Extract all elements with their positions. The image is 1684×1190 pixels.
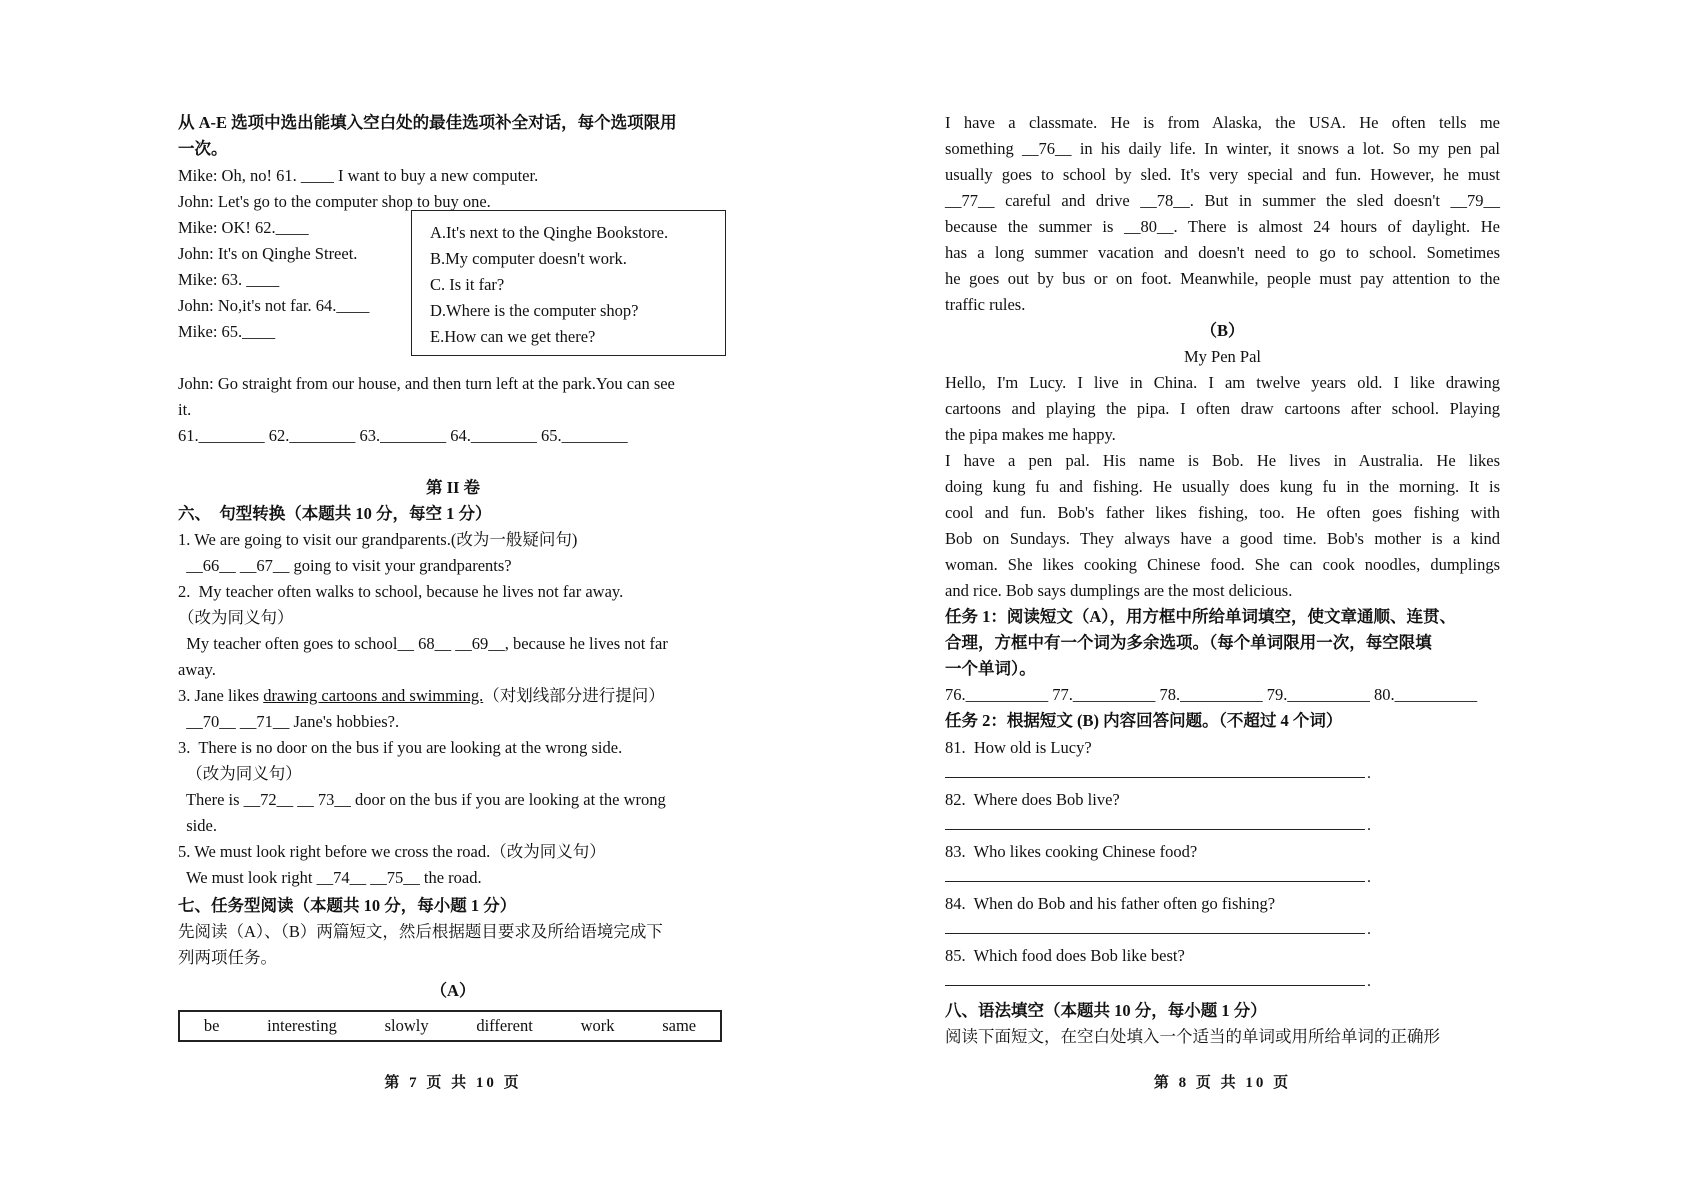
passage-b-line: Hello, I'm Lucy. I live in China. I am twelve years old. I like drawing [945, 373, 1500, 392]
s6-line: We must look right __74__ __75__ the road. [178, 868, 482, 887]
s6-line: __70__ __71__ Jane's hobbies?. [178, 712, 400, 731]
passage-b-line: doing kung fu and fishing. He usually does kung fu in the morning. It is [945, 477, 1500, 496]
dialogue-line: Mike: 65.____ [178, 322, 276, 341]
answer-line-84[interactable] [945, 932, 1365, 934]
passage-a-line: because the summer is __80__. There is almost 24 hours of daylight. He [945, 217, 1500, 236]
dialogue-line: Mike: 63. ____ [178, 270, 280, 289]
word-box-item: work [580, 1016, 615, 1035]
word-box [178, 1010, 722, 1042]
passage-b-line: I have a pen pal. His name is Bob. He lives in Australia. He likes [945, 451, 1500, 470]
question-85: 85. Which food does Bob like best? [945, 946, 1185, 965]
section7-instr: 先阅读（A）、（B）两篇短文，然后根据题目要求及所给语境完成下 [178, 922, 663, 941]
dialogue-line: Mike: OK! 62.____ [178, 218, 309, 237]
s6-q3-line [178, 686, 665, 706]
passage-a-line: he goes out by bus or on foot. Meanwhile, people must pay attention to the [945, 269, 1500, 288]
passage-a-line: something __76__ in his daily life. In winter, it snows a lot. So my pen pal [945, 139, 1500, 158]
task2-title: 任务 2：根据短文 (B) 内容回答问题。（不超过 4 个词） [945, 711, 1343, 730]
question-84: 84. When do Bob and his father often go fishing? [945, 894, 1276, 913]
section8-instr: 阅读下面短文，在空白处填入一个适当的单词或用所给单词的正确形 [945, 1027, 1440, 1046]
answer-line-85[interactable] [945, 984, 1365, 986]
s6-line: （改为同义句） [178, 608, 294, 627]
s6-line: 2. My teacher often walks to school, because he lives not far away. [178, 582, 624, 601]
passage-b-title: My Pen Pal [1183, 347, 1261, 366]
dialogue-end-line: it. [178, 400, 192, 419]
passage-b-line: the pipa makes me happy. [945, 425, 1116, 444]
s6-line: away. [178, 660, 216, 679]
period-mark: . [1367, 973, 1371, 990]
answer-line-81[interactable] [945, 776, 1365, 778]
answer-line-82[interactable] [945, 828, 1365, 830]
section8-title: 八、语法填空（本题共 10 分，每小题 1 分） [945, 1001, 1267, 1020]
s6-q3-prefix: 3. Jane likes [178, 686, 264, 705]
passage-a-line: has a long summer vacation and doesn't need to go to school. Sometimes [945, 243, 1500, 262]
option-d: D.Where is the computer shop? [430, 301, 639, 320]
passage-b-label: （B） [1200, 321, 1245, 340]
section7-instr: 列两项任务。 [178, 948, 277, 967]
passage-a-line: __77__ careful and drive __78__. But in summer the sled doesn't __79__ [945, 191, 1500, 210]
dialogue-line: Mike: Oh, no! 61. ____ I want to buy a new computer. [178, 166, 539, 185]
word-box-item: slowly [384, 1016, 429, 1035]
instruction-line-2: 一次。 [178, 139, 228, 158]
passage-a-line: usually goes to school by sled. It's very special and fun. However, he must [945, 165, 1500, 184]
passage-a-line: I have a classmate. He is from Alaska, the USA. He often tells me [945, 113, 1500, 132]
question-81: 81. How old is Lucy? [945, 738, 1092, 757]
passage-b-line: woman. She likes cooking Chinese food. She can cook noodles, dumplings [945, 555, 1500, 574]
word-box-item: be [203, 1016, 220, 1035]
word-box-item: different [476, 1016, 533, 1035]
page-8 [945, 0, 1500, 1190]
passage-b-line: cool and fun. Bob's father likes fishing, too. He often goes fishing with [945, 503, 1500, 522]
period-mark: . [1367, 869, 1371, 886]
s6-line: __66__ __67__ going to visit your grandparents? [178, 556, 512, 575]
s6-q3-suffix: （对划线部分进行提问） [483, 686, 665, 705]
page-7 [178, 0, 728, 1190]
dialogue-line: John: No,it's not far. 64.____ [178, 296, 370, 315]
part2-title: 第 II 卷 [425, 478, 481, 497]
s6-q3-underlined: drawing cartoons and swimming. [263, 686, 484, 705]
question-83: 83. Who likes cooking Chinese food? [945, 842, 1198, 861]
s6-line: There is __72__ __ 73__ door on the bus if you are looking at the wrong [178, 790, 666, 809]
question-82: 82. Where does Bob live? [945, 790, 1120, 809]
period-mark: . [1367, 921, 1371, 938]
task1-line: 一个单词）。 [945, 659, 1036, 678]
s6-line: 5. We must look right before we cross the road.（改为同义句） [178, 842, 606, 861]
instruction-line-1: 从 A-E 选项中选出能填入空白处的最佳选项补全对话，每个选项限用 [178, 113, 677, 132]
word-box-item: same [662, 1016, 697, 1035]
passage-b-line: cartoons and playing the pipa. I often draw cartoons after school. Playing [945, 399, 1500, 418]
section7-title: 七、任务型阅读（本题共 10 分，每小题 1 分） [178, 896, 517, 915]
word-box-item: interesting [267, 1016, 337, 1035]
task1-line: 合理，方框中有一个词为多余选项。（每个单词限用一次，每空限填 [945, 633, 1432, 652]
page-footer: 第 8 页 共 10 页 [1153, 1075, 1292, 1091]
option-b: B.My computer doesn't work. [430, 249, 627, 268]
dialogue-line: John: Let's go to the computer shop to buy one. [178, 192, 491, 211]
option-e: E.How can we get there? [430, 327, 596, 346]
s6-line: （改为同义句） [178, 764, 302, 783]
s6-line: side. [178, 816, 217, 835]
option-c: C. Is it far? [430, 275, 505, 294]
passage-a-last-line: traffic rules. [945, 295, 1026, 314]
task1-line: 任务 1：阅读短文（A），用方框中所给单词填空，使文章通顺、连贯、 [945, 607, 1457, 626]
period-mark: . [1367, 765, 1371, 782]
passage-a-label: （A） [430, 981, 476, 1000]
s6-line: My teacher often goes to school__ 68__ __69__, because he lives not far [178, 634, 668, 653]
dialogue-line: John: It's on Qinghe Street. [178, 244, 358, 263]
dialogue-end-line: John: Go straight from our house, and then turn left at the park.You can see [178, 374, 675, 393]
section6-title: 六、 句型转换（本题共 10 分，每空 1 分） [178, 504, 492, 523]
answer-blanks-61-65[interactable]: 61.________ 62.________ 63.________ 64.________ 65.________ [178, 426, 628, 445]
period-mark: . [1367, 817, 1371, 834]
options-box [411, 210, 726, 356]
s6-line: 3. There is no door on the bus if you are looking at the wrong side. [178, 738, 623, 757]
passage-b-line: and rice. Bob says dumplings are the most delicious. [945, 581, 1293, 600]
option-a: A.It's next to the Qinghe Bookstore. [430, 223, 669, 242]
answer-blanks-76-80[interactable]: 76.__________ 77.__________ 78.__________ 79.__________ 80.__________ [945, 685, 1478, 704]
answer-line-83[interactable] [945, 880, 1365, 882]
page-footer: 第 7 页 共 10 页 [384, 1075, 522, 1091]
s6-line: 1. We are going to visit our grandparents.(改为一般疑问句) [178, 530, 578, 549]
passage-b-line: Bob on Sundays. They always have a good time. Bob's mother is a kind [945, 529, 1500, 548]
